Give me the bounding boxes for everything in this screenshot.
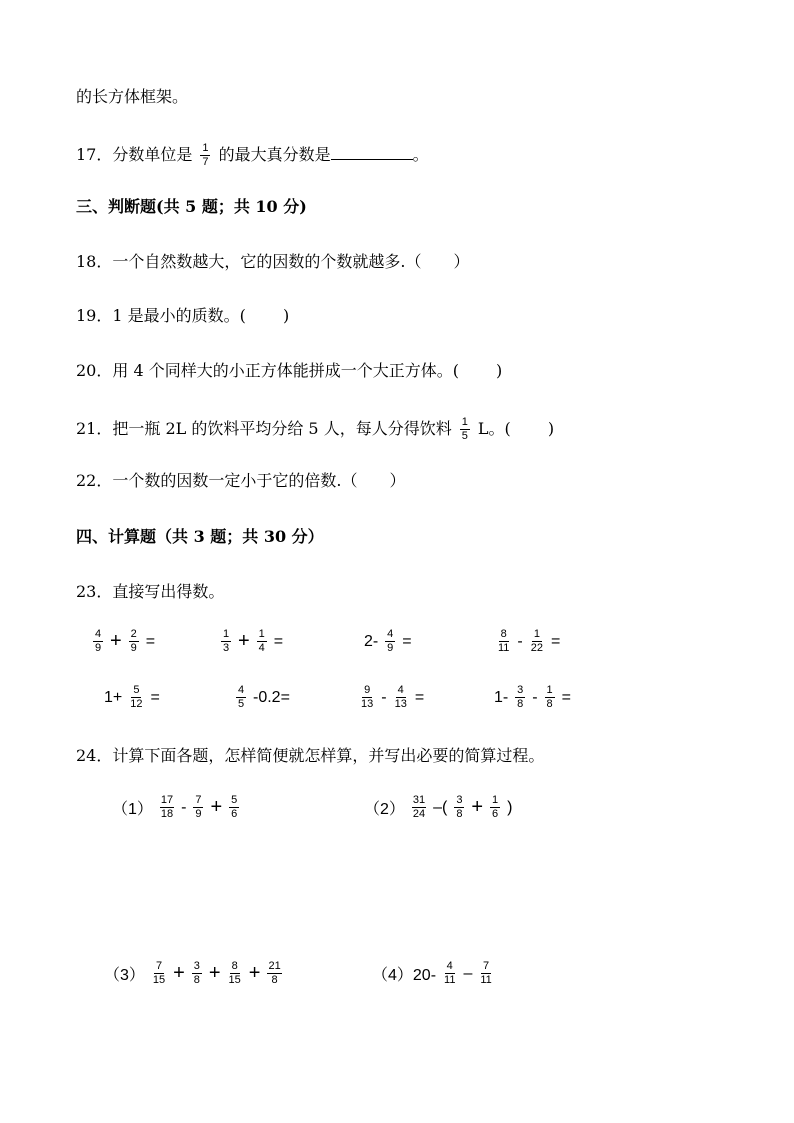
fraction-numerator: 1 — [222, 628, 230, 640]
fraction — [93, 628, 103, 655]
expression-text: = — [561, 688, 571, 706]
section-3-heading: 三、判断题(共 5 题；共 10 分) — [76, 197, 307, 216]
fraction — [193, 794, 203, 821]
fraction — [229, 794, 239, 821]
fraction-numerator: 4 — [446, 960, 453, 972]
expression-text: = — [414, 688, 425, 706]
fraction-denominator: 18 — [160, 808, 174, 820]
fraction-denominator: 6 — [492, 808, 499, 820]
fraction-numerator: 1 — [461, 416, 468, 428]
fraction-denominator: 9 — [94, 642, 102, 654]
fraction-numerator: 1 — [202, 142, 209, 154]
fraction-denominator: 3 — [222, 642, 230, 654]
fraction-numerator: 7 — [195, 794, 202, 806]
fraction — [530, 628, 544, 655]
fraction-numerator: 3 — [456, 794, 463, 806]
fraction-numerator: 4 — [94, 628, 102, 640]
expression-text: + — [173, 962, 185, 984]
fraction — [267, 960, 281, 987]
fraction-denominator: 13 — [361, 698, 374, 710]
q17-end: 。 — [412, 145, 429, 164]
fraction-numerator: 1 — [258, 628, 265, 640]
fraction-denominator: 7 — [202, 156, 209, 168]
expression-text: = — [150, 688, 160, 706]
fraction-denominator: 22 — [530, 642, 543, 654]
fraction — [129, 628, 139, 655]
expression-text: + — [238, 630, 250, 652]
fraction-numerator: 3 — [193, 960, 200, 972]
question-23: 23．直接写出得数。 — [76, 582, 225, 601]
fraction-denominator: 8 — [546, 698, 553, 710]
fraction-denominator: 15 — [228, 974, 241, 986]
expression-text: - — [181, 798, 187, 816]
fraction-denominator: 4 — [258, 642, 265, 654]
fraction-denominator: 15 — [152, 974, 166, 986]
expression-text: + — [208, 962, 221, 984]
fraction — [412, 794, 426, 821]
q17-suffix: 的最大真分数是 — [218, 145, 331, 164]
fraction-denominator: 8 — [456, 808, 463, 820]
fraction-numerator: 3 — [517, 684, 524, 696]
expression-text: = — [145, 632, 156, 650]
fraction-denominator: 9 — [195, 808, 202, 820]
fraction-denominator: 11 — [480, 974, 492, 986]
q23-expr-7 — [357, 684, 428, 711]
q23-expr-8 — [490, 684, 575, 711]
fraction — [479, 960, 492, 987]
q23-expr-3 — [360, 628, 416, 655]
expression-text: 1+ — [104, 688, 123, 706]
fraction-numerator: 8 — [500, 628, 507, 640]
expression-text: 1- — [494, 688, 509, 706]
fraction-numerator: 1 — [492, 794, 499, 806]
fraction-numerator: 8 — [231, 960, 238, 972]
expression-text: - — [381, 688, 387, 706]
fraction — [257, 628, 267, 655]
fraction-numerator: 5 — [231, 794, 238, 806]
fraction-denominator: 9 — [130, 642, 137, 654]
q23-expr-4 — [494, 628, 564, 655]
continued-text: 的长方体框架。 — [76, 87, 189, 106]
q21-prefix: 21．把一瓶 2L 的饮料平均分给 5 人，每人分得饮料 — [76, 419, 452, 438]
fraction — [160, 794, 174, 821]
expression-text: - — [532, 688, 538, 706]
fraction-numerator: 31 — [412, 794, 426, 806]
fraction-denominator: 11 — [444, 974, 456, 986]
expression-text: + — [110, 630, 122, 652]
fraction-numerator: 2 — [130, 628, 137, 640]
q23-expr-6 — [233, 684, 294, 711]
fraction-numerator: 21 — [268, 960, 281, 972]
question-22: 22．一个数的因数一定小于它的倍数.（ ） — [76, 471, 406, 490]
expression-text: 2- — [364, 632, 379, 650]
answer-blank[interactable] — [331, 145, 413, 160]
fraction-numerator: 5 — [133, 684, 140, 696]
q24-expr-1 — [108, 794, 242, 821]
fraction-denominator: 5 — [461, 430, 468, 442]
expression-text: = — [551, 632, 561, 650]
expression-text: - — [517, 632, 523, 650]
fraction-denominator: 13 — [394, 698, 407, 710]
fraction — [221, 628, 231, 655]
fraction-numerator: 9 — [364, 684, 371, 696]
question-21 — [76, 416, 554, 443]
expression-text: -0.2= — [253, 688, 290, 706]
expression-text: （2） — [364, 801, 405, 818]
fraction-numerator: 4 — [237, 684, 245, 696]
expression-text: + — [471, 796, 484, 818]
fraction — [515, 684, 525, 711]
fraction — [236, 684, 246, 711]
fraction-numerator: 1 — [546, 684, 553, 696]
fraction — [490, 794, 500, 821]
fraction-denominator: 9 — [387, 642, 394, 654]
fraction-one-fifth — [460, 416, 470, 443]
expression-text: –( — [433, 798, 448, 816]
section-4-heading: 四、计算题（共 3 题；共 30 分） — [76, 527, 324, 546]
q17-prefix: 17．分数单位是 — [76, 145, 193, 164]
question-20: 20．用 4 个同样大的小正方体能拼成一个大正方体。( ) — [76, 361, 503, 380]
fraction — [192, 960, 202, 987]
fraction-denominator: 5 — [237, 698, 245, 710]
fraction-numerator: 4 — [397, 684, 404, 696]
q24-expr-2 — [360, 794, 516, 821]
expression-text: （4）20- — [372, 967, 437, 984]
q23-expr-2 — [218, 628, 287, 655]
fraction-denominator: 8 — [271, 974, 278, 986]
q21-suffix: L。( ) — [477, 419, 555, 438]
fraction-numerator: 4 — [387, 628, 394, 640]
q24-expr-4 — [368, 960, 496, 987]
fraction-numerator: 1 — [533, 628, 540, 640]
fraction-denominator: 8 — [193, 974, 200, 986]
fraction — [385, 628, 395, 655]
fraction — [394, 684, 408, 711]
expression-text: （3） — [104, 967, 145, 984]
question-19: 19．1 是最小的质数。( ) — [76, 306, 290, 325]
fraction — [443, 960, 456, 987]
fraction-denominator: 11 — [498, 642, 510, 654]
fraction — [454, 794, 464, 821]
expression-text: – — [463, 964, 473, 982]
q24-expr-3 — [100, 960, 285, 987]
q23-expr-5 — [100, 684, 164, 711]
expression-text: + — [248, 962, 261, 984]
fraction-numerator: 7 — [155, 960, 163, 972]
expression-text: + — [210, 796, 223, 818]
fraction — [228, 960, 242, 987]
fraction — [152, 960, 166, 987]
fraction-denominator: 8 — [517, 698, 524, 710]
question-17 — [76, 142, 429, 169]
question-18: 18．一个自然数越大，它的因数的个数就越多.（ ） — [76, 252, 470, 271]
q23-expr-1 — [90, 628, 159, 655]
fraction-denominator: 6 — [231, 808, 238, 820]
expression-text: ) — [507, 798, 513, 816]
fraction-one-seventh — [200, 142, 210, 169]
fraction — [545, 684, 555, 711]
question-24: 24．计算下面各题，怎样简便就怎样算，并写出必要的简算过程。 — [76, 746, 545, 765]
fraction — [129, 684, 143, 711]
fraction-denominator: 12 — [130, 698, 143, 710]
expression-text: = — [402, 632, 412, 650]
fraction-denominator: 24 — [412, 808, 426, 820]
fraction-numerator: 7 — [483, 960, 490, 972]
fraction — [497, 628, 510, 655]
fraction — [360, 684, 374, 711]
expression-text: （1） — [112, 801, 153, 818]
fraction-numerator: 17 — [160, 794, 174, 806]
expression-text: = — [273, 632, 284, 650]
